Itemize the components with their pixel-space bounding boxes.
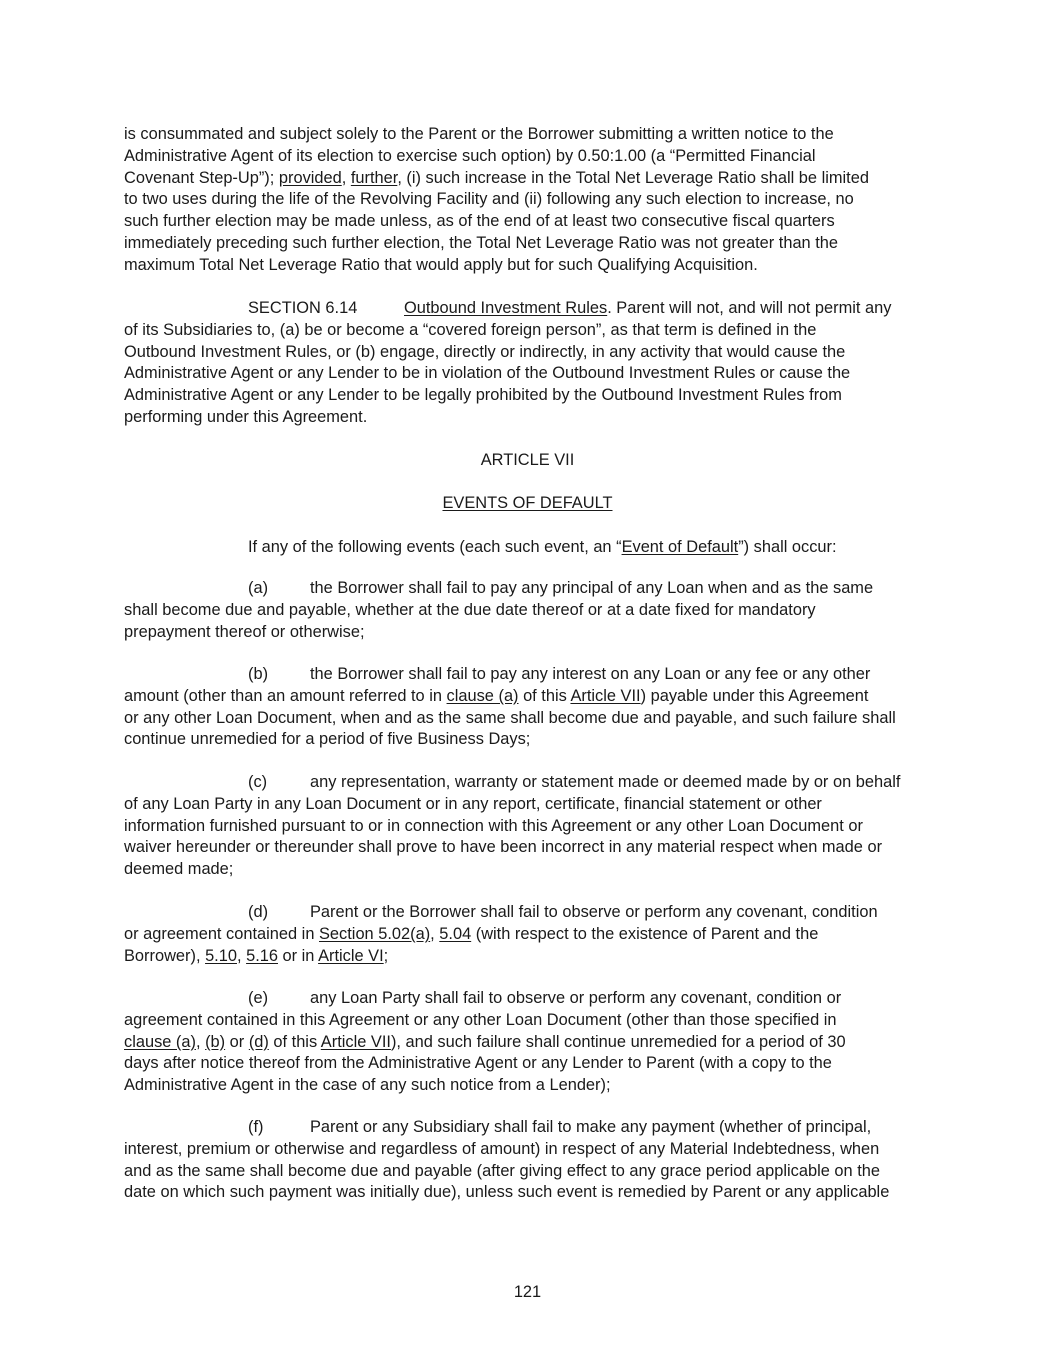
text-run: the Borrower shall fail to pay any interest on any Loan or any fee or any other — [310, 665, 871, 683]
cross-reference: Article VII — [570, 686, 641, 705]
text-line: deemed made; — [124, 860, 234, 879]
text-run: Covenant Step-Up”); — [124, 168, 279, 187]
text-line: date on which such payment was initially due), unless such event is remedied by Parent or any applicable — [124, 1183, 890, 1202]
text-line: to two uses during the life of the Revolving Facility and (ii) following any such election to increase, no — [124, 190, 854, 209]
text-line: such further election may be made unless, as of the end of at least two consecutive fiscal quarters — [124, 212, 835, 231]
cross-reference: 5.04 — [439, 924, 472, 943]
text-run: , — [341, 168, 351, 187]
text-line: Administrative Agent or any Lender to be in violation of the Outbound Investment Rules or cause the — [124, 364, 851, 383]
text-run: , — [236, 946, 247, 965]
clause-d — [124, 902, 930, 967]
text-line — [124, 298, 930, 320]
text-line: continue unremedied for a period of five Business Days; — [124, 730, 531, 749]
text-run: If any of the following events (each such event, an “ — [248, 538, 622, 556]
clause-label: (e) — [248, 989, 269, 1007]
text-line — [124, 988, 930, 1010]
text-line: performing under this Agreement. — [124, 407, 368, 426]
text-run: any Loan Party shall fail to observe or perform any covenant, condition or — [310, 989, 842, 1007]
paragraph-continuation — [124, 124, 930, 277]
text-run: , (i) such increase in the Total Net Leverage Ratio shall be limited — [397, 168, 869, 187]
text-line — [124, 946, 930, 968]
cross-reference: Article VI — [318, 946, 384, 965]
clause-label: (d) — [248, 903, 269, 921]
clause-label: (f) — [248, 1118, 264, 1136]
text-run: the Borrower shall fail to pay any principal of any Loan when and as the same — [310, 579, 874, 597]
cross-reference: 5.10 — [205, 946, 237, 965]
text-line: agreement contained in this Agreement or any other Loan Document (other than those specified in — [124, 1010, 837, 1029]
text-run: . Parent will not, and will not permit any — [607, 299, 892, 317]
section-number: SECTION 6.14 — [248, 299, 358, 317]
text-line — [124, 664, 930, 686]
text-line: immediately preceding such further election, the Total Net Leverage Ratio was not greater than the — [124, 233, 839, 252]
text-run: (with respect to the existence of Parent and the — [471, 924, 819, 943]
clause-label: (b) — [248, 665, 269, 683]
text-line: information furnished pursuant to or in connection with this Agreement or any other Loan Document or — [124, 816, 863, 835]
cross-reference: (d) — [248, 1032, 269, 1051]
text-line: of its Subsidiaries to, (a) be or become a “covered foreign person”, as that term is defined in the — [124, 320, 817, 339]
defined-term-provided: provided — [278, 168, 342, 187]
text-run: ) payable under this Agreement — [640, 686, 869, 705]
text-line: is consummated and subject solely to the Parent or the Borrower submitting a written notice to the — [124, 125, 834, 143]
text-line: Administrative Agent in the case of any such notice from a Lender); — [124, 1076, 611, 1095]
text-run: Parent or any Subsidiary shall fail to make any payment (whether of principal, — [310, 1118, 872, 1136]
text-run: ”) shall occur: — [738, 538, 837, 556]
text-line: of any Loan Party in any Loan Document or in any report, certificate, financial statement or other — [124, 794, 822, 813]
text-line: shall become due and payable, whether at the due date thereof or at a date fixed for mandatory — [124, 600, 816, 619]
text-line — [124, 537, 930, 559]
text-line: waiver hereunder or thereunder shall prove to have been incorrect in any material respect when made or — [124, 838, 883, 857]
text-line: prepayment thereof or otherwise; — [124, 622, 365, 641]
cross-reference: (b) — [205, 1032, 226, 1051]
text-line — [124, 686, 930, 708]
article-title: ARTICLE VII — [480, 451, 575, 469]
text-line: Outbound Investment Rules, or (b) engage, directly or indirectly, in any activity that would cause the — [124, 342, 846, 361]
text-line: Administrative Agent or any Lender to be legally prohibited by the Outbound Investment Rules from — [124, 386, 842, 405]
clause-label: (c) — [248, 773, 268, 791]
text-line — [124, 1032, 930, 1054]
text-run: or in — [277, 946, 319, 965]
text-line — [124, 924, 930, 946]
cross-reference: clause (a) — [446, 686, 519, 705]
text-run: of this — [268, 1032, 321, 1051]
defined-term-further: further — [350, 168, 398, 187]
defined-term-event-of-default: Event of Default — [621, 538, 739, 556]
text-run: any representation, warranty or statement made or deemed made by or on behalf — [310, 773, 901, 791]
page-number: 121 — [513, 1283, 542, 1301]
text-line: and as the same shall become due and payable (after giving effect to any grace period applicable on the — [124, 1161, 880, 1180]
cross-reference: Article VII — [320, 1032, 391, 1051]
clause-a — [124, 578, 930, 643]
clause-e — [124, 988, 930, 1097]
text-run: Borrower), — [124, 946, 206, 965]
text-run: , — [195, 1032, 206, 1051]
text-line — [124, 1117, 930, 1139]
text-line — [124, 578, 930, 600]
clause-label: (a) — [248, 579, 269, 597]
text-line: Administrative Agent of its election to exercise such option) by 0.50:1.00 (a “Permitted Financial — [124, 146, 816, 165]
cross-reference: clause (a) — [124, 1032, 196, 1051]
text-run: ), and such failure shall continue unremedied for a period of 30 — [390, 1032, 846, 1051]
article-subtitle-text: EVENTS OF DEFAULT — [442, 494, 613, 512]
clause-b — [124, 664, 930, 751]
events-intro — [124, 537, 930, 559]
clause-c — [124, 772, 930, 881]
text-line — [124, 902, 930, 924]
cross-reference: Section 5.02(a) — [319, 924, 431, 943]
text-run: ; — [383, 946, 389, 965]
text-line — [124, 772, 930, 794]
text-run: or agreement contained in — [124, 924, 319, 943]
text-line — [124, 168, 930, 190]
text-line: or any other Loan Document, when and as the same shall become due and payable, and such failure shall — [124, 708, 896, 727]
article-subtitle — [0, 493, 1055, 515]
section-heading: Outbound Investment Rules — [404, 299, 608, 317]
text-line: days after notice thereof from the Administrative Agent or any Lender to Parent (with a copy to the — [124, 1054, 832, 1073]
text-run: of this — [518, 686, 571, 705]
section-6-14 — [124, 298, 930, 429]
text-run: , — [430, 924, 440, 943]
clause-f — [124, 1117, 930, 1204]
text-line: maximum Total Net Leverage Ratio that would apply but for such Qualifying Acquisition. — [124, 255, 758, 274]
text-line: interest, premium or otherwise and regardless of amount) in respect of any Material Indebtedness, when — [124, 1139, 880, 1158]
text-run: amount (other than an amount referred to in — [124, 686, 447, 705]
cross-reference: 5.16 — [246, 946, 278, 965]
text-run: Parent or the Borrower shall fail to observe or perform any covenant, condition — [310, 903, 878, 921]
text-run: or — [225, 1032, 249, 1051]
